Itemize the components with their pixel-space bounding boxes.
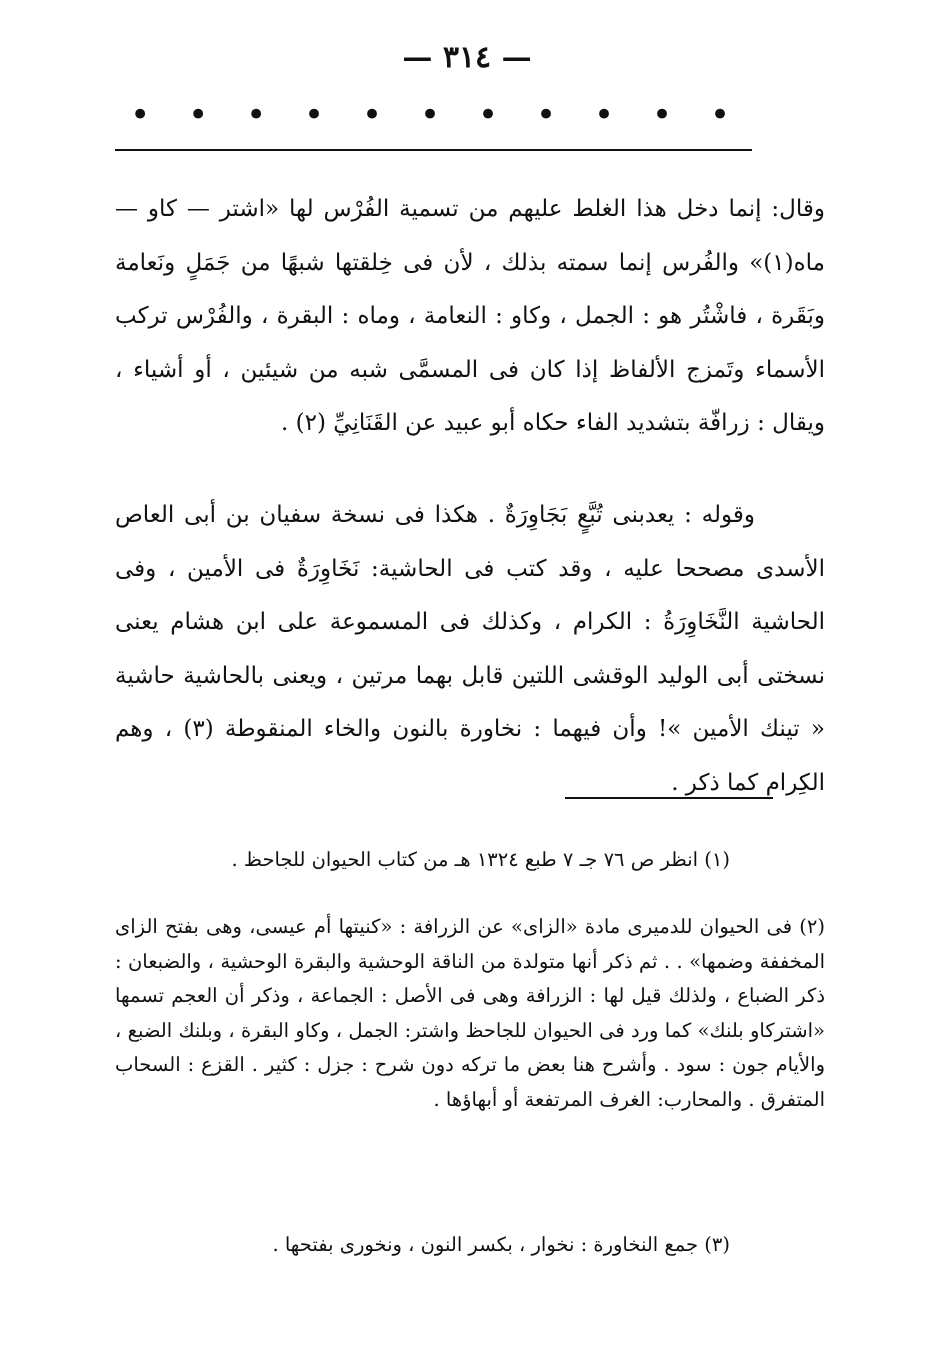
header-rule	[115, 149, 752, 151]
footnote-2: (٢) فى الحيوان للدميرى مادة «الزاى» عن الزرافة : «كنيتها أم عيسى، وهى بفتح الزاى المخففة وضمها» . . ثم ذكر أنها متولدة من الناقة الوحشية والبقرة الوحشية ، والضبعان : ذكر الضباع ، ولذلك قيل لها : الزرافة وهى فى الأصل : الجماعة ، وذكر أن العجم تسمها «اشتركاو بلنك» كما ورد فى الحيوان للجاحظ واشتر: الجمل ، وكاو البقرة ، وبلنك الضبع ، والأيام جون : سود . وأشرح هنا بعض ما تركه دون شرح : جزل : كثير . القزع : السحاب المتفرق . والمحارب: الغرف المرتفعة أو أبهاؤها .	[115, 915, 825, 1111]
separator-dots	[130, 95, 730, 135]
main-paragraph-1: وقال: إنما دخل هذا الغلط عليهم من تسمية الفُرْس لها «اشتر — كاو — ماه(١)» والفُرس إنما سمته بذلك ، لأن فى خِلقتها شبهًا من جَمَلٍ ونَعامة وبَقَرة ، فاشْتُر هو : الجمل ، وكاو : النعامة ، وماه : البقرة ، والفُرْس تركب الأسماء وتَمزج الألفاظ إذا كان فى المسمَّى شبه من شيئين ، أو أشياء ، ويقال : زرافّة بتشديد الفاء حكاه أبو عبيد عن القَنَانِيِّ (٢) .	[115, 196, 825, 436]
main-paragraph-2: وقوله : يعدبنى تُبَّعٍ بَجَاوِرَةٌ . هكذا فى نسخة سفيان بن أبى العاص الأسدى مصححا عليه ، وقد كتب فى الحاشية: نَخَاوِرَةٌ فى الأمين ، وفى الحاشية النَّخَاوِرَةُ : الكرام ، وكذلك فى المسموعة على ابن هشام يعنى نسختى أبى الوليد الوقشى اللتين قابل بهما مرتين ، ويعنى بالحاشية حاشية « تينك الأمين »! وأن فيهما : نخاورة بالنون والخاء المنقوطة (٣) ، وهم الكِرام كما ذكر .	[115, 502, 825, 796]
separator-dot: •	[246, 95, 267, 135]
footnote-rule	[565, 797, 773, 799]
separator-dot: •	[420, 95, 441, 135]
separator-dot: •	[478, 95, 499, 135]
page-number: — ٣١٤ —	[402, 40, 532, 75]
separator-dot: •	[593, 95, 615, 135]
separator-dot: •	[709, 95, 730, 135]
footnote-3: (٣) جمع النخاورة : نخوار ، بكسر النون ، ونخورى بفتحها .	[272, 1233, 730, 1256]
separator-dot: •	[130, 95, 151, 135]
separator-dot: •	[304, 95, 325, 135]
separator-dot: •	[535, 95, 557, 135]
separator-dot: •	[651, 95, 673, 135]
separator-dot: •	[188, 95, 209, 135]
footnote-1: (١) انظر ص ٧٦ جـ ٧ طبع ١٣٢٤ هـ من كتاب الحيوان للجاحظ .	[231, 848, 730, 871]
separator-dot: •	[362, 95, 383, 135]
